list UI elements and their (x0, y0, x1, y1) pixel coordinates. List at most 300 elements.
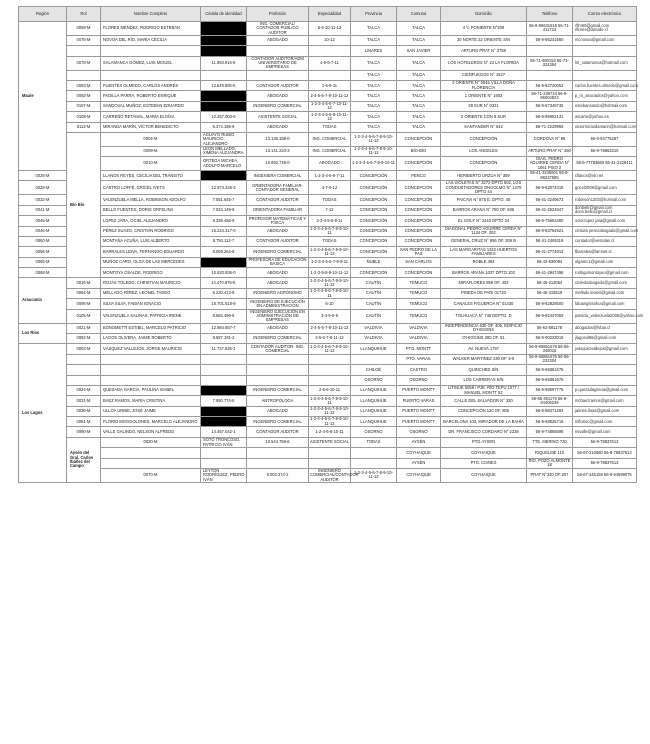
province-cell: TALCA (351, 22, 397, 36)
profession-cell: CONTADOR AUDITOR (247, 427, 309, 437)
province-cell: CHILOÉ (351, 365, 397, 375)
address-cell: 2 ORIENTE N° 0546 VILLA DOÑA FLORENCIA (441, 80, 527, 90)
province-cell: CONCEPCIÓN (351, 236, 397, 246)
specialty-cell: 1-2-4-6-8-10-11 (309, 427, 351, 437)
address-cell: CONCEPCIÓN 120 OF. 805 (441, 406, 527, 416)
commune-cell: TALCA (397, 35, 441, 45)
id-cell: 12.974.228-3 (201, 181, 247, 195)
province-cell: TALCA (351, 122, 397, 132)
id-cell: 10.544.759-6 (247, 437, 309, 447)
phone-cell: 56-9-98471284 (527, 406, 573, 416)
id-cell: 11.893.916-6 (201, 56, 247, 70)
specialty-cell: 1-2-3-4-5-6-7-8-9-10-11 (310, 225, 349, 236)
name-cell: BONOMETTI ESTIBIL, MARCELO PATRICIO (101, 323, 201, 333)
address-cell: 4 ½ PONIENTE N°208 (441, 22, 527, 36)
phone-cell: 56-9-86631618 56-71-411724 (527, 22, 573, 36)
province-cell: OSORNO (351, 427, 397, 437)
commune-cell: CONCEPCIÓN (397, 205, 441, 215)
table-row (19, 157, 637, 171)
province-cell: CAUTÍN (351, 309, 397, 323)
profession-cell: CONTADOR AUDITOR (247, 236, 309, 246)
province-cell: CAUTÍN (351, 299, 397, 309)
registry-body (19, 21, 644, 483)
table-row (19, 236, 637, 246)
table-row (19, 205, 637, 215)
profession-cell: INGENIERO COMERCIAL/CONTADOR AUDITOR (310, 468, 359, 482)
table-row (19, 417, 637, 427)
header-cell: Correo electrónico (573, 7, 637, 22)
specialty-cell: 1-2-3-4-5-6-7-8-9-10-11-12 (351, 469, 397, 483)
rol-cell: 0081-M (67, 417, 101, 427)
rol-cell: 0031-M (67, 396, 101, 406)
rol-cell: 0064-M (67, 288, 101, 298)
phone-cell: 56-9-82720052 (527, 80, 573, 90)
phone-cell: 56-67-210580 56-9-78837613 (573, 448, 637, 458)
registry-table (18, 6, 644, 483)
province-cell: TALCA (351, 70, 397, 80)
profession-cell: INGENIERO DE EJECUCIÓN EN ADMINISTRACIÓN (247, 299, 309, 309)
province-cell: COYHAIQUE (397, 469, 441, 483)
phone-cell: 56-41-3245601 56-9-98237585 (527, 171, 573, 181)
commune-cell: CASTRO (397, 365, 441, 375)
name-cell: MONTOYA OSALDE, RODRIGO (101, 268, 201, 278)
name-cell: VALLE GALINDO, NELSON ALFREDO (101, 427, 201, 437)
specialty-cell: 7-12 (309, 205, 351, 215)
phone-cell: 56-9-95952131 (527, 112, 573, 122)
name-cell: SANDOVAL MUÑOZ, ESTEBAN EDUARDO (101, 101, 201, 111)
header-cell: Nombre Completo (101, 7, 201, 22)
rol-cell: 0083-M (67, 80, 101, 90)
table-row (19, 396, 637, 406)
name-cell: BÁEZ RAMOS, MARÍA CRISTINA (101, 396, 201, 406)
phone-cell: 56-9-65861676 56-65-348016 (527, 344, 573, 354)
name-cell: AGUAYO RUBIO, MAURICIO ALEJANDRO (201, 132, 247, 146)
rol-cell: 0045-M (19, 216, 67, 226)
name-cell: VALENZUELA SALINAS, PATRICIA IRENE (101, 309, 201, 323)
profession-cell: ORIENTADORA FAMILIAR (247, 205, 309, 215)
email-cell: lm_salamanca@hotmail.com (573, 56, 637, 70)
rol-cell: 0078-M (67, 56, 101, 70)
address-cell: TTE. MERINO 720 (527, 437, 573, 447)
id-cell: 7.024.149-8 (201, 205, 247, 215)
profession-cell: ABOGADO (247, 406, 309, 416)
table-row (19, 132, 637, 146)
province-cell: CAUTÍN (351, 288, 397, 298)
region-cell: Los Lagos (19, 344, 67, 483)
email-cell: jaimes.lloas@gmail.com (573, 406, 637, 416)
header-cell: Rol (67, 7, 101, 22)
commune-cell: LOS ANGELES (441, 146, 527, 156)
rol-cell (67, 46, 101, 56)
address-cell: ARTURO PRAT N° 450 (527, 146, 573, 156)
commune-cell: COYHAIQUE (441, 448, 527, 458)
id-cell: 13.135.158-0 (247, 132, 309, 146)
table-row (19, 122, 637, 132)
id-cell: 8.750.112-7 (201, 236, 247, 246)
address-cell: 1 ORIENTE N° 1603 (441, 91, 527, 101)
commune-cell: PTO. VARAS (397, 354, 441, 364)
header-cell: Domicilio (441, 7, 527, 22)
redacted-id-cell (201, 406, 247, 416)
email-cell: ctoledoabogado@gmail.com (573, 278, 637, 288)
commune-cell: CONCEPCIÓN (397, 195, 441, 205)
table-row (19, 333, 637, 343)
name-cell (101, 70, 201, 80)
specialty-cell: 1-2-3-4-5-6-7-10-11-12 (309, 101, 351, 111)
table-row (19, 146, 637, 156)
profession-cell: ABOGADO (247, 278, 309, 288)
address-cell: DIAGONAL PEDRO AGUIRRE CERDA N° 1134 OF. 302 (441, 226, 527, 236)
rol-cell: 0036-M (67, 406, 101, 416)
province-cell: LLANQUIHUE (351, 406, 397, 416)
address-cell: LOS HOTELEROS N° 22 LA FLORIDA (441, 56, 527, 70)
rol-cell: 0090-M (67, 427, 101, 437)
phone-cell: 56-65-361179 56-9-94406238 (527, 396, 573, 406)
specialty-cell: TODAS (309, 122, 351, 132)
address-cell: CANALES FIGUEROA N° 01430 (441, 299, 527, 309)
phone-cell: 56-9-65861676 (527, 375, 573, 385)
profession-cell: INGENIERO EJECUCIÓN EN ADMINISTRACIÓN DE EMPRESAS (247, 309, 309, 323)
profession-cell: INGENIERA COMERCIAL (247, 171, 309, 181)
email-cell: fbarrales@lamnet.cl (573, 247, 637, 257)
name-cell: QUEZADA GARCÍA, PAULINA ISABEL (101, 385, 201, 395)
specialty-cell: 1-2-3-4-5-6-7-8-9-10-11 (351, 157, 397, 171)
province-cell: LLANQUIHUE (351, 396, 397, 406)
specialty-cell: TODAS (309, 236, 351, 246)
table-row (19, 56, 637, 70)
name-cell: CASTRO LOFFÉ, GRICEL IVETS (101, 181, 201, 195)
specialty-cell: 1-2-3-5-8-9-10-11-12 (309, 268, 351, 278)
id-cell: 7.551.645-7 (201, 195, 247, 205)
region-cell: Aysén del Gral. Carlos Ibáñez del Campo (67, 437, 101, 482)
province-cell: CONCEPCIÓN (351, 216, 397, 226)
province-cell: CONCEPCIÓN (351, 226, 397, 236)
specialty-cell: 4-7-9-12 (309, 181, 351, 195)
commune-cell: TALCA (397, 22, 441, 36)
province-cell: CONCEPCIÓN (397, 157, 441, 171)
rol-cell: 0026-M (19, 171, 67, 181)
profession-cell: INGENIERO COMERCIAL (247, 385, 309, 395)
profession-cell: CONTADOR AUDITOR (247, 195, 309, 205)
profession-cell: ABOGADO (247, 91, 309, 101)
table-row (19, 469, 637, 483)
region-cell: Araucanía (19, 278, 67, 323)
address-cell: BARCELONA 103, MIRADOR DE LA BAHÍA (441, 417, 527, 427)
address-cell: WALKER MARTINEZ 430 OF. 5-6 (441, 354, 527, 364)
province-cell: CONCEPCIÓN (351, 181, 397, 195)
name-cell: SOTO TRONCOSO, PATRICIO IVÁN (201, 437, 247, 447)
name-cell: NOVOA DEL RÍO, MARÍA CECILIA (101, 35, 201, 45)
address-cell: QUINCHED S/N (441, 365, 527, 375)
table-row (19, 385, 637, 395)
email-cell: mcbaezramos@gmail.com (573, 396, 637, 406)
profession-cell (247, 46, 309, 56)
profession-cell: INGENIERO COMERCIAL (247, 417, 309, 427)
specialty-cell: 1-2-3-4-5-6-7-8-9-10-11-12 (310, 277, 349, 288)
commune-cell: SAN CARLOS (397, 257, 441, 267)
specialty-cell (309, 46, 351, 56)
profession-cell (247, 365, 309, 375)
rol-cell: 0032-M (19, 195, 67, 205)
province-cell: CONCEPCIÓN (351, 205, 397, 215)
address-cell: 29 SUR N° 0321 (441, 101, 527, 111)
rol-cell: 0009-M (101, 146, 201, 156)
name-cell: FLORIO MOGGOLONES, MARCELO ALEJANDRO (101, 417, 201, 427)
id-cell (247, 448, 309, 458)
rol-cell (67, 365, 101, 375)
table-row (19, 278, 637, 288)
commune-cell: COYHAIQUE (441, 469, 527, 483)
name-cell: SILVA SILVA, FABIÁN IGNACIO (101, 299, 201, 309)
email-cell: gricel2008@gmail.com (573, 181, 637, 195)
id-cell (201, 375, 247, 385)
province-cell: ÑUBLE (351, 257, 397, 267)
name-cell: ROJAS TOLEDO, CHRISTIAN MAURICIO (101, 278, 201, 288)
province-cell: CAUTÍN (351, 278, 397, 288)
specialty-cell: 1-2-3-4-5-8-9-10-11-12 (309, 112, 351, 122)
name-cell: MIRANDA MARÍN, VÍCTOR BENEDICTO (101, 122, 201, 132)
email-cell: wicarte@yahoo.es (573, 112, 637, 122)
address-cell: LOS CARRERAS S/N (441, 375, 527, 385)
name-cell: BELLO FUENTES, DORIS ORFELINA (101, 205, 201, 215)
specialty-cell (309, 70, 351, 80)
commune-cell: PTO. CISNES (441, 458, 527, 468)
rol-cell (67, 354, 101, 364)
commune-cell: PUERTO MONTT (397, 406, 441, 416)
province-cell: LINARES (351, 46, 397, 56)
specialty-cell: 1-2-3-4-5-6-7-8-9-10-11-12 (310, 343, 349, 354)
commune-cell: TEMUCO (397, 299, 441, 309)
phone-cell: 56-9-94775287 (573, 132, 637, 146)
email-cell: nsvalle@gmail.com (573, 427, 637, 437)
phone-cell: 56-9-82828500 (527, 299, 573, 309)
specialty-cell: 1-2-3-4-5-6-7-11 (309, 171, 351, 181)
email-cell: robinson1203@hotmail.com (573, 195, 637, 205)
commune-cell: TALCA (397, 91, 441, 101)
commune-cell: CONCEPCIÓN (397, 181, 441, 195)
profession-cell (309, 458, 351, 468)
id-cell: 8.069.264-8 (201, 247, 247, 257)
phone-cell: 56-45-213064 (527, 278, 573, 288)
province-cell: BÍO-BÍO (397, 146, 441, 156)
rol-cell: 0065-M (19, 257, 67, 267)
address-cell: LAS VIOLETAS N° 3272 DPTO 502, LOS CONDUSTADORES ONGOLMO N° 1479 DPTO 44 (441, 181, 527, 195)
name-cell (101, 375, 201, 385)
id-cell: 12.257.003-6 (201, 112, 247, 122)
table-row (19, 80, 637, 90)
table-row (19, 216, 637, 226)
id-cell (201, 365, 247, 375)
name-cell: CARREÑO RETAMAL, MARÍA ELOÍSA (101, 112, 201, 122)
specialty-cell: 2-5-6-10-11 (309, 385, 351, 395)
name-cell: LEON MELLADO, XIMENA ALEJANDRA (201, 146, 247, 156)
rol-cell: 0041-M (19, 205, 67, 215)
rol-cell: 0058-M (67, 22, 101, 36)
commune-cell: CONCEPCIÓN (397, 216, 441, 226)
email-cell: cristian.perezabogado@gmail.com (573, 226, 637, 236)
specialty-cell: 1-2-3-4-5-6-7-8-9-11 (309, 257, 351, 267)
phone-cell: 56-45-315519 (527, 288, 573, 298)
province-cell: LLANQUIHUE (351, 385, 397, 395)
address-cell: LAS MARGARITAS 1322 HUERTOS FAMILIARES (441, 247, 527, 257)
specialty-cell: 2-3-4-5-6-8-11 (309, 216, 351, 226)
rol-cell: 0024-M (67, 385, 101, 395)
province-cell: CONCEPCIÓN (351, 171, 397, 181)
commune-cell: TALCA (397, 56, 441, 70)
redacted-id-cell (201, 35, 247, 45)
phone-cell: 56-9-75663490 (527, 216, 573, 226)
email-cell: p_m_asociados@yahoo.com (573, 91, 637, 101)
profession-cell: ABOGADO (247, 268, 309, 278)
commune-cell: OSORNO (397, 375, 441, 385)
redacted-id-cell (201, 171, 247, 181)
table-row (19, 46, 637, 56)
province-cell (351, 354, 397, 364)
address-cell: 2 ORIENTE CON 6 SUR (441, 112, 527, 122)
profession-cell: ABOGADO (247, 35, 309, 45)
table-row (19, 427, 637, 437)
table-row (19, 406, 637, 416)
table-row (19, 344, 637, 354)
rol-cell: 0088-M (19, 268, 67, 278)
address-cell: INDEPENDENCIA 630 OF. 406, EDIFICIO D'HIGGINS (441, 323, 527, 333)
name-cell: FUENTES OLMEDO, CARLOS ANDRÉS (101, 80, 201, 90)
address-cell: AV. NUEVA 1797 (441, 344, 527, 354)
phone-cell: 56-9-76863310 (573, 146, 637, 156)
rol-cell (101, 448, 201, 458)
name-cell: VALENZUELA MELLA, ROBINSON ADOLFO (101, 195, 201, 205)
province-cell: OSORNO (351, 375, 397, 385)
profession-cell: ING. COMERCIAL/ CONTADOR PÚBLICO AUDITOR (247, 22, 309, 36)
address-cell: LITINUE 5058 / PJE. RÍO TEPU 1077 / MANUEL MONTT 92 (441, 385, 527, 395)
rol-cell: 0046-M (19, 226, 67, 236)
name-cell: BARRALES LEIVA, FERNANDO EDUARDO (101, 247, 201, 257)
province-cell: TALCA (351, 112, 397, 122)
id-cell: 7.960.774-6 (201, 396, 247, 406)
name-cell: LOPEZ JARA, OCIEL ALEJANDRO (101, 216, 201, 226)
specialty-cell: 2-4-5-6-7-8-10-11-12 (309, 323, 351, 333)
name-cell: MUÑOZ CARO, OLGA DE LAS MERCEDES (101, 257, 201, 267)
rol-cell: 0107-M (67, 101, 101, 111)
phone-cell: 56-9-67348746 (527, 101, 573, 111)
id-cell: 15.701.518-9 (201, 299, 247, 309)
commune-cell: TALCA (397, 122, 441, 132)
name-cell (101, 365, 201, 375)
profession-cell: ING. COMERCIAL (309, 146, 351, 156)
email-cell: ociel.lopez.jara@gmail.com (573, 216, 637, 226)
province-cell: CONCEPCIÓN (351, 268, 397, 278)
commune-cell: TALCA (397, 101, 441, 111)
email-cell (573, 375, 637, 385)
specialty-cell (309, 365, 351, 375)
table-row (19, 181, 637, 195)
rol-cell: 0056-M (19, 247, 67, 257)
specialty-cell: 2-4-5-6-7-8-10-11-12 (309, 91, 351, 101)
commune-cell: PTO.AYSEN (441, 437, 527, 447)
address-cell: BARROS ARANA 1037 DPTO.102 (441, 268, 527, 278)
profession-cell: INGENIERO COMERCIAL (247, 247, 309, 257)
province-cell: VALDIVIA (351, 333, 397, 343)
specialty-cell: 1-2-3-4-5-6-7-8-9-10-11 (310, 288, 349, 298)
table-row (19, 437, 637, 447)
specialty-cell: 10-12 (309, 35, 351, 45)
phone-cell: 56-71-680153 56-71-324394 (527, 56, 573, 70)
redacted-id-cell (201, 91, 247, 101)
header-cell: Profesión (247, 7, 309, 22)
province-cell: COYHAIQUE (397, 448, 441, 458)
id-cell: 12.984.657-7 (201, 323, 247, 333)
redacted-id-cell (201, 101, 247, 111)
region-cell: Los Ríos (19, 323, 67, 344)
header-row (19, 7, 637, 22)
rol-cell: 0050-M (19, 236, 67, 246)
commune-cell: TALCA (397, 80, 441, 90)
phone-cell: 56-9-83754921 (527, 226, 573, 236)
commune-cell: VALDIVIA (397, 323, 441, 333)
specialty-cell: TODAS (351, 437, 397, 447)
region-cell: Bío Bío (67, 132, 101, 278)
name-cell: MELLADO FÉREZ, LEONEL TADEO (101, 288, 201, 298)
redacted-id-cell (201, 417, 247, 427)
redacted-id-cell (201, 257, 247, 267)
table-row (19, 247, 637, 257)
id-cell: 8.684.496-6 (201, 309, 247, 323)
id-cell: 14.457.042-1 (201, 427, 247, 437)
phone-cell (527, 46, 573, 56)
profession-cell: INGENIERO AGRÓNOMO (247, 288, 309, 298)
name-cell: VÁSQUEZ VALLEJOS, JORGE MAURICIO (101, 344, 201, 354)
profession-cell (247, 70, 309, 80)
province-cell: VALDIVIA (351, 323, 397, 333)
rol-cell: 0092-M (67, 91, 101, 101)
name-cell: FLORES MÉNDEZ, RODRIGO ESTEBAN (101, 22, 201, 36)
specialty-cell: 1-2-3-4-5-6-7-8-9-10-11 (310, 395, 349, 405)
address-cell: DR. FRANCISCO CORDARO N° 2239 (441, 427, 527, 437)
phone-cell: 56-41-2624947 (527, 205, 573, 215)
phone-cell: 56-9-95241660 (527, 35, 573, 45)
mediators-registry-sheet (18, 6, 644, 736)
commune-cell: PENCO (397, 171, 441, 181)
commune-cell: CONCEPCIÓN (397, 268, 441, 278)
address-cell: HERIBERTO URZÚA N° 369 (441, 171, 527, 181)
profession-cell: ASISTENTE SOCIAL (247, 112, 309, 122)
email-cell (573, 46, 637, 56)
id-cell (201, 354, 247, 364)
specialty-cell: 1-2-3-4-5-6-7-8-9-10-11-12 (351, 146, 397, 156)
table-row (19, 268, 637, 278)
specialty-cell (309, 354, 351, 364)
table-row (19, 288, 637, 298)
email-cell: cllanos@vtr.net (573, 171, 637, 181)
address-cell: O'HIGGINS 380 OF. 51 (441, 333, 527, 343)
email-cell (573, 365, 637, 375)
name-cell: ULLOA URIBE, JOSÉ JAIME (101, 406, 201, 416)
commune-cell: CONCEPCIÓN (397, 236, 441, 246)
profession-cell (247, 354, 309, 364)
phone-cell: 56-9-90223016 (527, 333, 573, 343)
rol-cell: 0028-M (19, 181, 67, 195)
redacted-id-cell (201, 385, 247, 395)
profession-cell: ASISTENTE SOCIAL (309, 437, 351, 447)
name-cell (201, 448, 247, 458)
address-cell: EL GOLF N° 2440 DPTO 34 (441, 216, 527, 226)
table-row (19, 171, 637, 181)
commune-cell: SAN PEDRO DE LA PAZ (397, 247, 441, 257)
specialty-cell (351, 458, 397, 468)
province-cell: LLANQUIHUE (351, 344, 397, 354)
rol-cell: 0070-M (101, 469, 201, 483)
province-cell: TALCA (351, 91, 397, 101)
